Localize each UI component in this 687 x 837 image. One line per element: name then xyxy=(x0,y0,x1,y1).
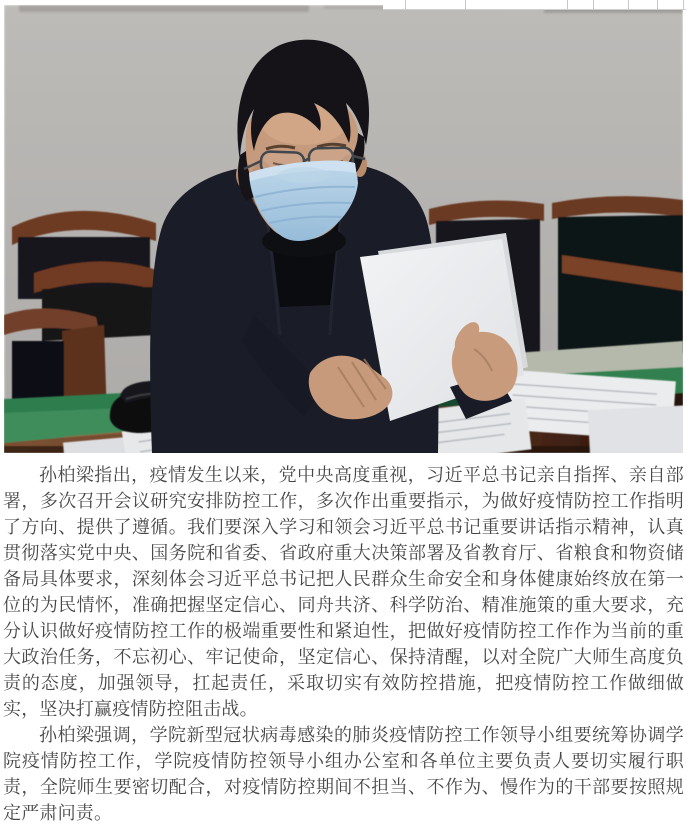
meeting-photo-illustration xyxy=(4,5,683,453)
table-edge xyxy=(383,0,686,10)
table-cell-border xyxy=(683,0,684,9)
table-cell-border xyxy=(628,0,629,9)
table-cell-border xyxy=(465,0,466,9)
table-cell-border xyxy=(593,0,594,9)
table-cell-border xyxy=(567,0,568,9)
meeting-photo xyxy=(4,5,683,453)
paragraph-1: 孙柏梁指出，疫情发生以来，党中央高度重视，习近平总书记亲自指挥、亲自部署，多次召开会议研究安排防控工作，多次作出重要指示，为做好疫情防控工作指明了方向、提供了遵循。我们要深入学习和领会习近平总书记重要讲话指示精神，认真贯彻落实党中央、国务院和省委、省政府重大决策部署及省教育厅、省粮食和物资储备局具体要求，深刻体会习近平总书记把人民群众生命安全和身体健康始终放在第一位的为民情怀，准确把握坚定信心、同舟共济、科学防治、精准施策的重大要求，充分认识做好疫情防控工作的极端重要性和紧迫性，把做好疫情防控工作作为当前的重大政治任务，不忘初心、牢记使命，坚定信心、保持清醒，以对全院广大师生高度负责的态度，加强领导，扛起责任，采取切实有效防控措施，把疫情防控工作做细做实，坚决打赢疫情防控阻击战。 xyxy=(3,465,684,719)
table-cell-border xyxy=(405,0,406,9)
table-cell-border xyxy=(657,0,658,9)
paragraph-2: 孙柏梁强调，学院新型冠状病毒感染的肺炎疫情防控工作领导小组要统筹协调学院疫情防控工作，学院疫情防控领导小组办公室和各单位主要负责人要切实履行职责，全院师生要密切配合，对疫情防控期间不担当、不作为、慢作为的干部要按照规定严肃问责。 xyxy=(3,725,684,823)
article-body xyxy=(0,453,687,826)
